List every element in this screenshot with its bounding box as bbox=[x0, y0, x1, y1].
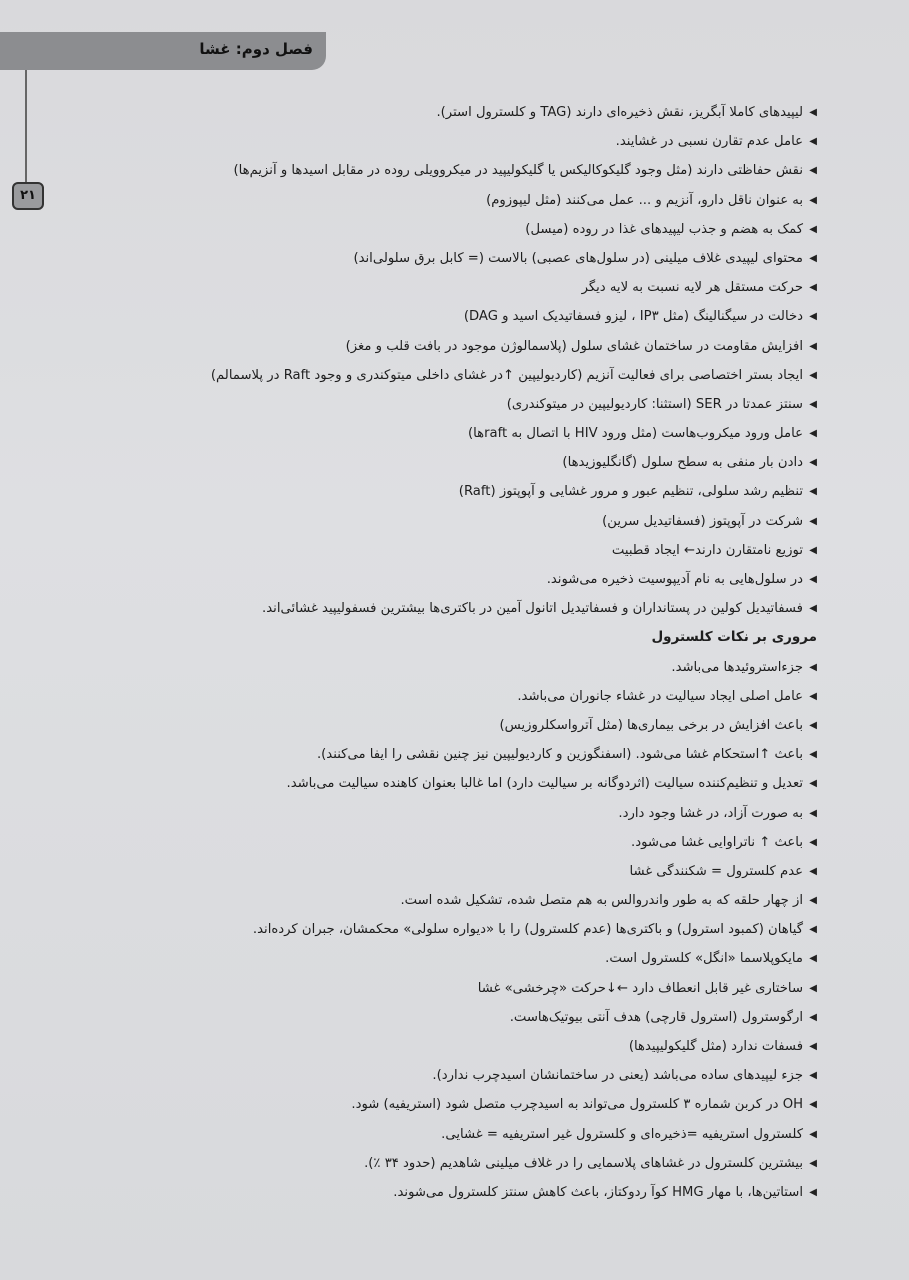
bullet-item bbox=[117, 273, 817, 302]
bullet-text: بیشترین کلسترول در غشاهای پلاسمایی را در غلاف میلینی شاهدیم (حدود ۳۴ ٪). bbox=[364, 1155, 803, 1171]
bullet-item bbox=[117, 156, 817, 185]
bullet-triangle-icon: ◀ bbox=[809, 865, 817, 877]
bullet-item bbox=[117, 740, 817, 769]
bullet-text: فسفاتیدیل کولین در پستانداران و فسفاتیدیل اتانول آمین در باکتری‌ها بیشترین فسفولیپید غشائی‌اند. bbox=[262, 601, 803, 617]
bullet-triangle-icon: ◀ bbox=[809, 107, 817, 118]
bullet-text: استاتین‌ها، با مهار HMG کوآ ردوکتاز، باعث کاهش سنتز کلسترول می‌شوند. bbox=[393, 1184, 803, 1200]
bullet-triangle-icon: ◀ bbox=[809, 136, 817, 148]
bullet-text: ارگوسترول (استرول قارچی) هدف آنتی بیوتیک‌هاست. bbox=[509, 1009, 803, 1025]
bullet-triangle-icon: ◀ bbox=[809, 807, 817, 819]
bullet-triangle-icon: ◀ bbox=[809, 369, 817, 381]
bullet-triangle-icon: ◀ bbox=[809, 603, 817, 615]
bullet-triangle-icon: ◀ bbox=[809, 1099, 817, 1111]
bullet-text: افزایش مقاومت در ساختمان غشای سلول (پلاسمالوژن موجود در بافت قلب و مغز) bbox=[345, 338, 803, 354]
bullet-item bbox=[117, 390, 817, 419]
bullet-text: تنظیم رشد سلولی، تنظیم عبور و مرور غشایی و آپوپتوز (Raft) bbox=[458, 484, 803, 500]
bullet-triangle-icon: ◀ bbox=[809, 428, 817, 440]
chapter-title: فصل دوم: غشا bbox=[199, 40, 313, 58]
bullet-text: دخالت در سیگنالینگ (مثل IP۳ ، لیزو فسفاتیدیک اسید و DAG) bbox=[463, 309, 803, 325]
bullet-text: تعدیل و تنظیم‌کننده سیالیت (اثردوگانه بر سیالیت دارد) اما غالبا بعنوان کاهنده سیالیت می‌باشد. bbox=[286, 776, 803, 792]
bullet-item bbox=[117, 332, 817, 361]
bullet-triangle-icon: ◀ bbox=[809, 690, 817, 702]
bullet-item bbox=[117, 974, 817, 1003]
bullet-text: فسفات ندارد (مثل گلیکولیپیدها) bbox=[628, 1039, 803, 1054]
bullet-triangle-icon: ◀ bbox=[809, 544, 817, 556]
bullet-item bbox=[117, 186, 817, 215]
bullet-item bbox=[117, 857, 817, 886]
bullet-item bbox=[117, 1149, 817, 1178]
bullet-item bbox=[117, 215, 817, 244]
bullet-triangle-icon: ◀ bbox=[809, 252, 817, 264]
bullet-text: سنتز عمدتا در SER (استثنا: کاردیولیپین در میتوکندری) bbox=[506, 396, 803, 412]
bullet-text: عامل ورود میکروب‌هاست (مثل ورود HIV با اتصال به raftها) bbox=[467, 426, 803, 442]
bullet-item bbox=[117, 711, 817, 740]
bullet-item bbox=[117, 682, 817, 711]
bullet-item bbox=[117, 1120, 817, 1149]
bullet-item bbox=[117, 1178, 817, 1207]
bullet-text: نقش حفاظتی دارند (مثل وجود گلیکوکالیکس یا گلیکولیپید در میکروویلی روده در مقابل اسیدها و آنزیم‌ها) bbox=[233, 163, 803, 179]
bullet-item bbox=[117, 361, 817, 390]
bullet-text: حرکت مستقل هر لایه نسبت به لایه دیگر bbox=[581, 280, 803, 296]
bullet-item bbox=[117, 244, 817, 273]
bullet-triangle-icon: ◀ bbox=[809, 1041, 817, 1052]
bullet-item bbox=[117, 448, 817, 477]
bullet-item bbox=[117, 799, 817, 828]
bullet-item bbox=[117, 886, 817, 915]
page-content bbox=[117, 98, 817, 1207]
bullet-triangle-icon: ◀ bbox=[809, 486, 817, 498]
bullet-item bbox=[117, 1003, 817, 1032]
bullet-triangle-icon: ◀ bbox=[809, 398, 817, 410]
bullet-item bbox=[117, 507, 817, 536]
bullet-item bbox=[117, 565, 817, 594]
bullet-triangle-icon: ◀ bbox=[809, 778, 817, 790]
bullet-triangle-icon: ◀ bbox=[809, 1186, 817, 1198]
bullet-text: باعث ↑ ناتراوایی غشا می‌شود. bbox=[631, 834, 803, 850]
bullet-item bbox=[117, 653, 817, 682]
bullet-triangle-icon: ◀ bbox=[809, 836, 817, 848]
bullet-item bbox=[117, 769, 817, 798]
margin-rule bbox=[25, 70, 27, 182]
bullet-item bbox=[117, 536, 817, 565]
bullet-triangle-icon: ◀ bbox=[809, 1128, 817, 1140]
bullet-text: عدم کلسترول = شکنندگی غشا bbox=[629, 863, 803, 879]
bullet-triangle-icon: ◀ bbox=[809, 311, 817, 323]
bullet-text: شرکت در آپوپتوز (فسفاتیدیل سرین) bbox=[602, 513, 803, 529]
bullet-item bbox=[117, 419, 817, 448]
bullet-item bbox=[117, 127, 817, 156]
bullet-triangle-icon: ◀ bbox=[809, 515, 817, 527]
bullet-text: کلسترول استریفیه =ذخیره‌ای و کلسترول غیر استریفیه = غشایی. bbox=[441, 1126, 803, 1142]
bullet-item bbox=[117, 98, 817, 127]
bullet-triangle-icon: ◀ bbox=[809, 982, 817, 994]
bullet-text: به صورت آزاد، در غشا وجود دارد. bbox=[618, 805, 803, 821]
bullet-text: ساختاری غیر قابل انعطاف دارد ←↓حرکت «چرخشی» غشا bbox=[477, 980, 803, 996]
bullet-text: عامل عدم تقارن نسبی در غشایند. bbox=[615, 134, 803, 150]
bullet-triangle-icon: ◀ bbox=[809, 165, 817, 177]
bullet-text: گیاهان (کمبود استرول) و باکتری‌ها (عدم کلسترول) را با «دیواره سلولی» محکمشان، جبران کرده‌اند. bbox=[252, 922, 803, 938]
bullet-item bbox=[117, 1090, 817, 1119]
bullet-item bbox=[117, 477, 817, 506]
bullet-text: باعث افزایش در برخی بیماری‌ها (مثل آترواسکلروزیس) bbox=[499, 717, 803, 733]
bullet-triangle-icon: ◀ bbox=[809, 223, 817, 235]
bullet-text: لیپیدهای کاملا آبگریز، نقش ذخیره‌ای دارند (TAG و کلسترول استر). bbox=[436, 105, 803, 120]
bullet-text: جزء لیپیدهای ساده می‌باشد (یعنی در ساختمانشان اسیدچرب ندارد). bbox=[432, 1068, 803, 1084]
bullet-triangle-icon: ◀ bbox=[809, 340, 817, 352]
bullet-item bbox=[117, 1032, 817, 1061]
bullet-triangle-icon: ◀ bbox=[809, 574, 817, 585]
bullet-text: به عنوان ناقل دارو، آنزیم و ... عمل می‌کنند (مثل لیپوزوم) bbox=[486, 192, 803, 208]
bullet-triangle-icon: ◀ bbox=[809, 194, 817, 206]
bullet-text: در سلول‌هایی به نام آدیپوسیت ذخیره می‌شوند. bbox=[546, 572, 803, 587]
bullet-text: مایکوپلاسما «انگل» کلسترول است. bbox=[605, 951, 803, 967]
bullet-triangle-icon: ◀ bbox=[809, 282, 817, 294]
bullet-text: جزءاستروئیدها می‌باشد. bbox=[671, 659, 803, 675]
bullet-triangle-icon: ◀ bbox=[809, 895, 817, 907]
bullet-item bbox=[117, 944, 817, 973]
bullet-triangle-icon: ◀ bbox=[809, 661, 817, 673]
bullet-text: محتوای لیپیدی غلاف میلینی (در سلول‌های عصبی) بالاست (= کابل برق سلولی‌اند) bbox=[353, 250, 803, 266]
bullet-triangle-icon: ◀ bbox=[809, 924, 817, 936]
bullet-text: کمک به هضم و جذب لیپیدهای غذا در روده (میسل) bbox=[525, 221, 803, 237]
bullet-item bbox=[117, 828, 817, 857]
bullet-text: ایجاد بستر اختصاصی برای فعالیت آنزیم (کاردیولیپین ↑در غشای داخلی میتوکندری و وجود Raft در پلاسمالم) bbox=[210, 367, 803, 383]
bullet-text: OH در کربن شماره ۳ کلسترول می‌تواند به اسیدچرب متصل شود (استریفیه) شود. bbox=[351, 1097, 803, 1113]
bullet-triangle-icon: ◀ bbox=[809, 749, 817, 761]
bullet-text: باعث ↑استحکام غشا می‌شود. (اسفنگوزین و کاردیولیپین نیز چنین نقشی را ایفا می‌کنند). bbox=[316, 747, 803, 763]
bullet-triangle-icon: ◀ bbox=[809, 1011, 817, 1023]
bullet-text: از چهار حلقه که به طور واندروالس به هم متصل شده، تشکیل شده است. bbox=[400, 893, 803, 909]
bullet-triangle-icon: ◀ bbox=[809, 719, 817, 731]
bullet-item bbox=[117, 915, 817, 944]
bullet-triangle-icon: ◀ bbox=[809, 1070, 817, 1082]
bullet-triangle-icon: ◀ bbox=[809, 457, 817, 469]
bullet-item bbox=[117, 1061, 817, 1090]
bullet-item bbox=[117, 594, 817, 623]
section-heading-cholesterol: مروری بر نکات کلسترول bbox=[651, 629, 817, 646]
bullet-triangle-icon: ◀ bbox=[809, 953, 817, 965]
bullet-text: عامل اصلی ایجاد سیالیت در غشاء جانوران می‌باشد. bbox=[517, 688, 803, 704]
page-number: ۲۱ bbox=[12, 182, 44, 210]
bullet-text: دادن بار منفی به سطح سلول (گانگلیوزیدها) bbox=[562, 455, 803, 471]
bullet-text: توزیع نامتقارن دارند← ایجاد قطبیت bbox=[611, 542, 803, 558]
bullet-triangle-icon: ◀ bbox=[809, 1157, 817, 1169]
bullet-item bbox=[117, 302, 817, 331]
